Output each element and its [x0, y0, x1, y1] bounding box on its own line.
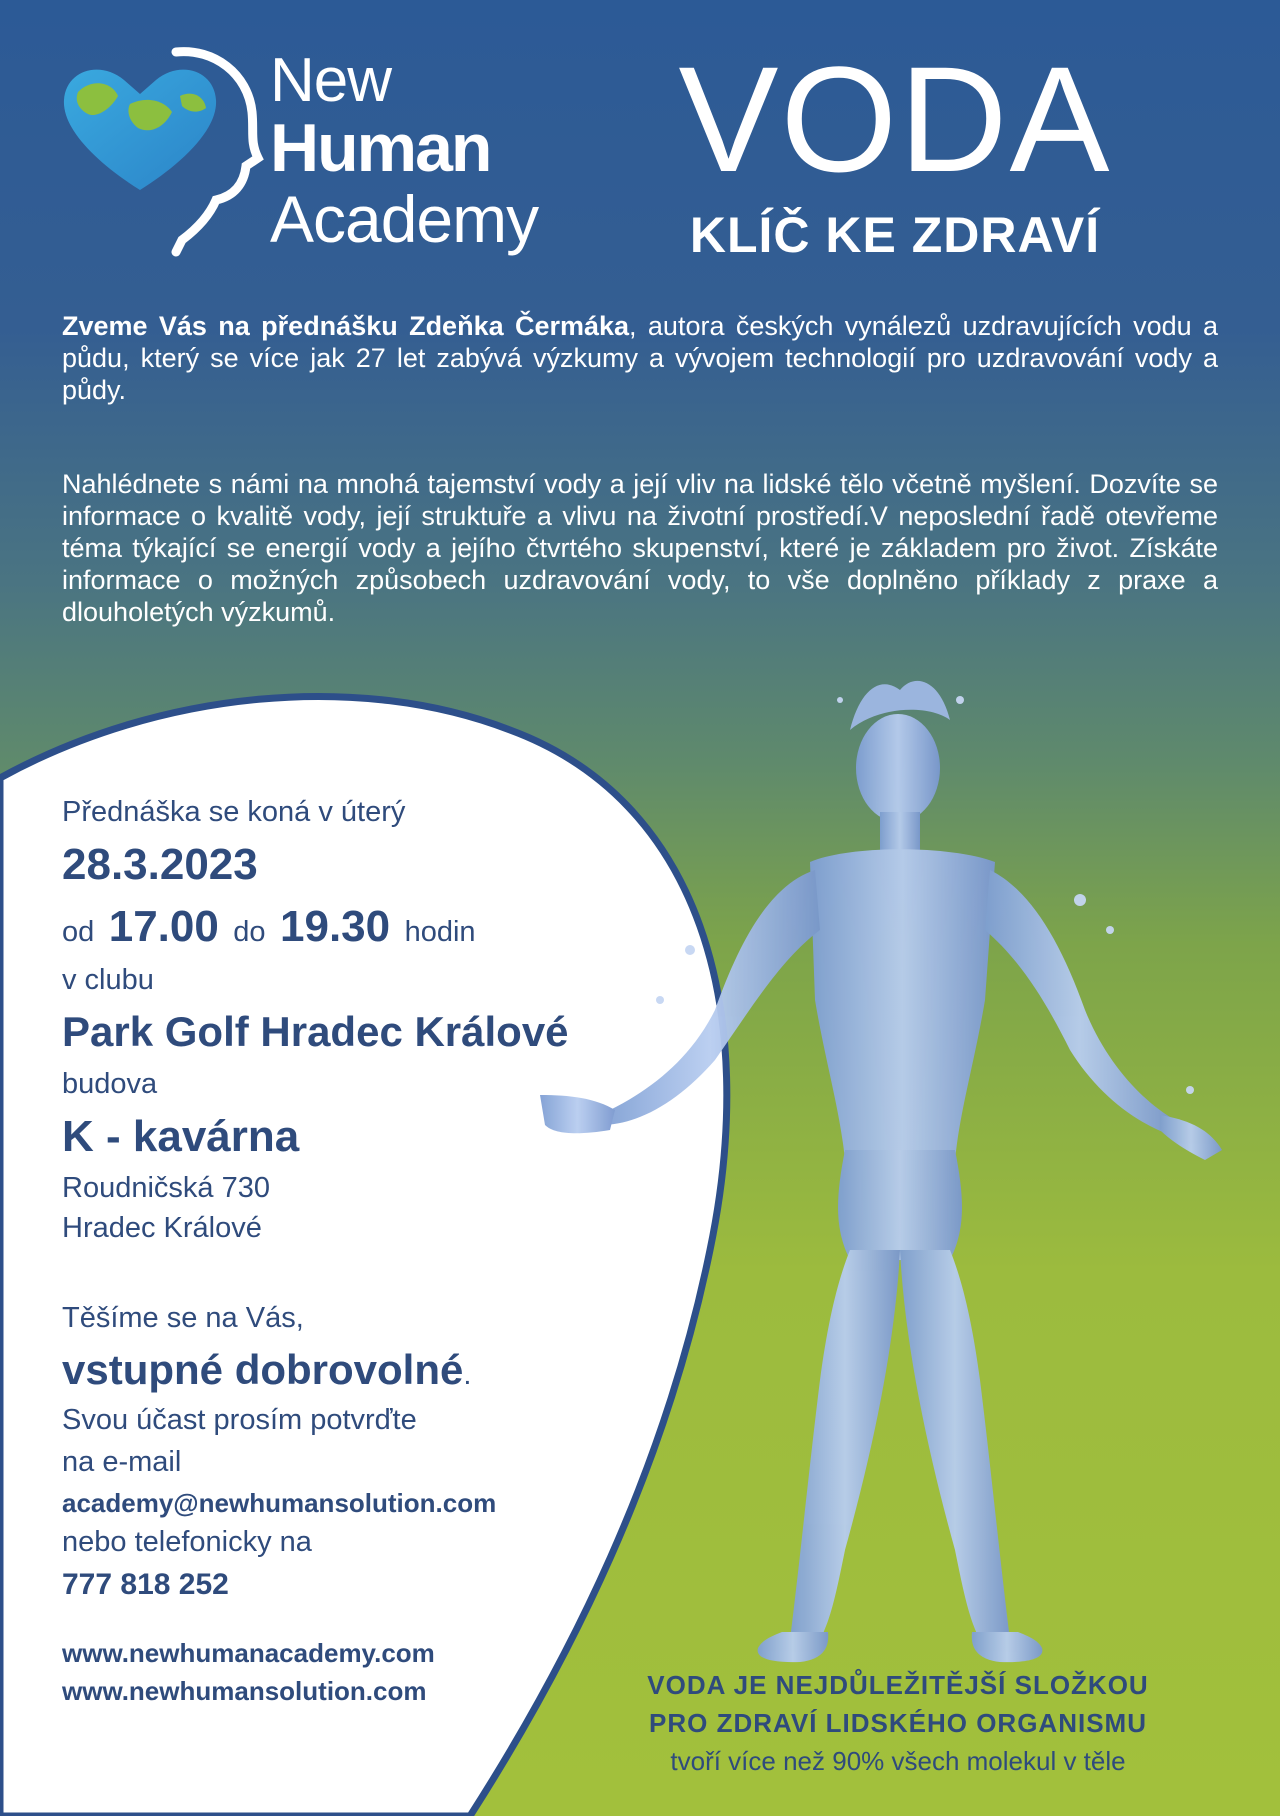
slogan — [606, 1666, 1190, 1780]
building-name: K - kavárna — [62, 1112, 300, 1161]
logo-line-academy: Academy — [270, 182, 539, 256]
entry-dot: . — [463, 1359, 472, 1391]
link-solution[interactable]: www.newhumansolution.com — [62, 1676, 427, 1706]
logo-line-human: Human — [270, 110, 491, 186]
headline — [650, 35, 1140, 264]
intro-lead-bold: Zveme Vás na přednášku Zdeňka Čermáka — [62, 311, 630, 341]
club-name: Park Golf Hradec Králové — [62, 1008, 569, 1055]
time-hours-label: hodin — [404, 916, 476, 948]
entry-line — [62, 1346, 471, 1394]
intro-paragraph-1 — [62, 310, 1218, 406]
address-city: Hradec Králové — [62, 1212, 262, 1244]
contact-email[interactable]: academy@newhumansolution.com — [62, 1488, 497, 1518]
intro-paragraph-2: Nahlédnete s námi na mnohá tajemství vody a její vliv na lidské tělo včetně myšlení. Dozvíte se informace o kvalitě vody, její struktuře a vlivu na životní prostředí.V neposlední řadě otevřeme téma týkající se energií vody a jejího čtvrtého skupenství, které je základem pro život. Získáte informace o možných způsobech uzdravování vody, to vše doplněno příklady z praxe a dlouholetých výzkumů. — [62, 469, 1218, 627]
building-label: budova — [62, 1068, 158, 1100]
event-intro: Přednáška se koná v úterý — [62, 796, 406, 828]
time-end: 19.30 — [280, 902, 391, 951]
confirm-line-2: na e-mail — [62, 1446, 182, 1478]
logo-text — [270, 46, 539, 256]
confirm-line-1: Svou účast prosím potvrďte — [62, 1404, 417, 1436]
time-from-label: od — [62, 916, 95, 948]
phone-label: nebo telefonicky na — [62, 1526, 312, 1558]
time-start: 17.00 — [108, 902, 219, 951]
logo-line-new: New — [270, 46, 392, 115]
slogan-line-3: tvoří více než 90% všech molekul v těle — [670, 1746, 1126, 1776]
event-time — [62, 902, 476, 952]
slogan-line-2: PRO ZDRAVÍ LIDSKÉHO ORGANISMU — [649, 1708, 1147, 1738]
club-label: v clubu — [62, 964, 154, 996]
time-to-label: do — [233, 916, 266, 948]
page-subtitle: KLÍČ KE ZDRAVÍ — [689, 207, 1101, 263]
intro-lead-rest: , autora českých vynálezů uzdravujících vodu a půdu, který se více jak 27 let zabývá výzkumy a vývojem technologií pro uzdravování vody a půdy. — [62, 311, 1218, 405]
link-academy[interactable]: www.newhumanacademy.com — [62, 1638, 435, 1668]
page-title: VODA — [678, 35, 1112, 203]
event-date: 28.3.2023 — [62, 840, 258, 889]
contact-phone[interactable]: 777 818 252 — [62, 1568, 229, 1601]
greeting: Těšíme se na Vás, — [62, 1302, 304, 1334]
address-street: Roudničská 730 — [62, 1172, 270, 1204]
slogan-line-1: VODA JE NEJDŮLEŽITĚJŠÍ SLOŽKOU — [647, 1670, 1149, 1700]
logo-mark — [64, 52, 258, 252]
entry-text: vstupné dobrovolné — [62, 1346, 464, 1393]
